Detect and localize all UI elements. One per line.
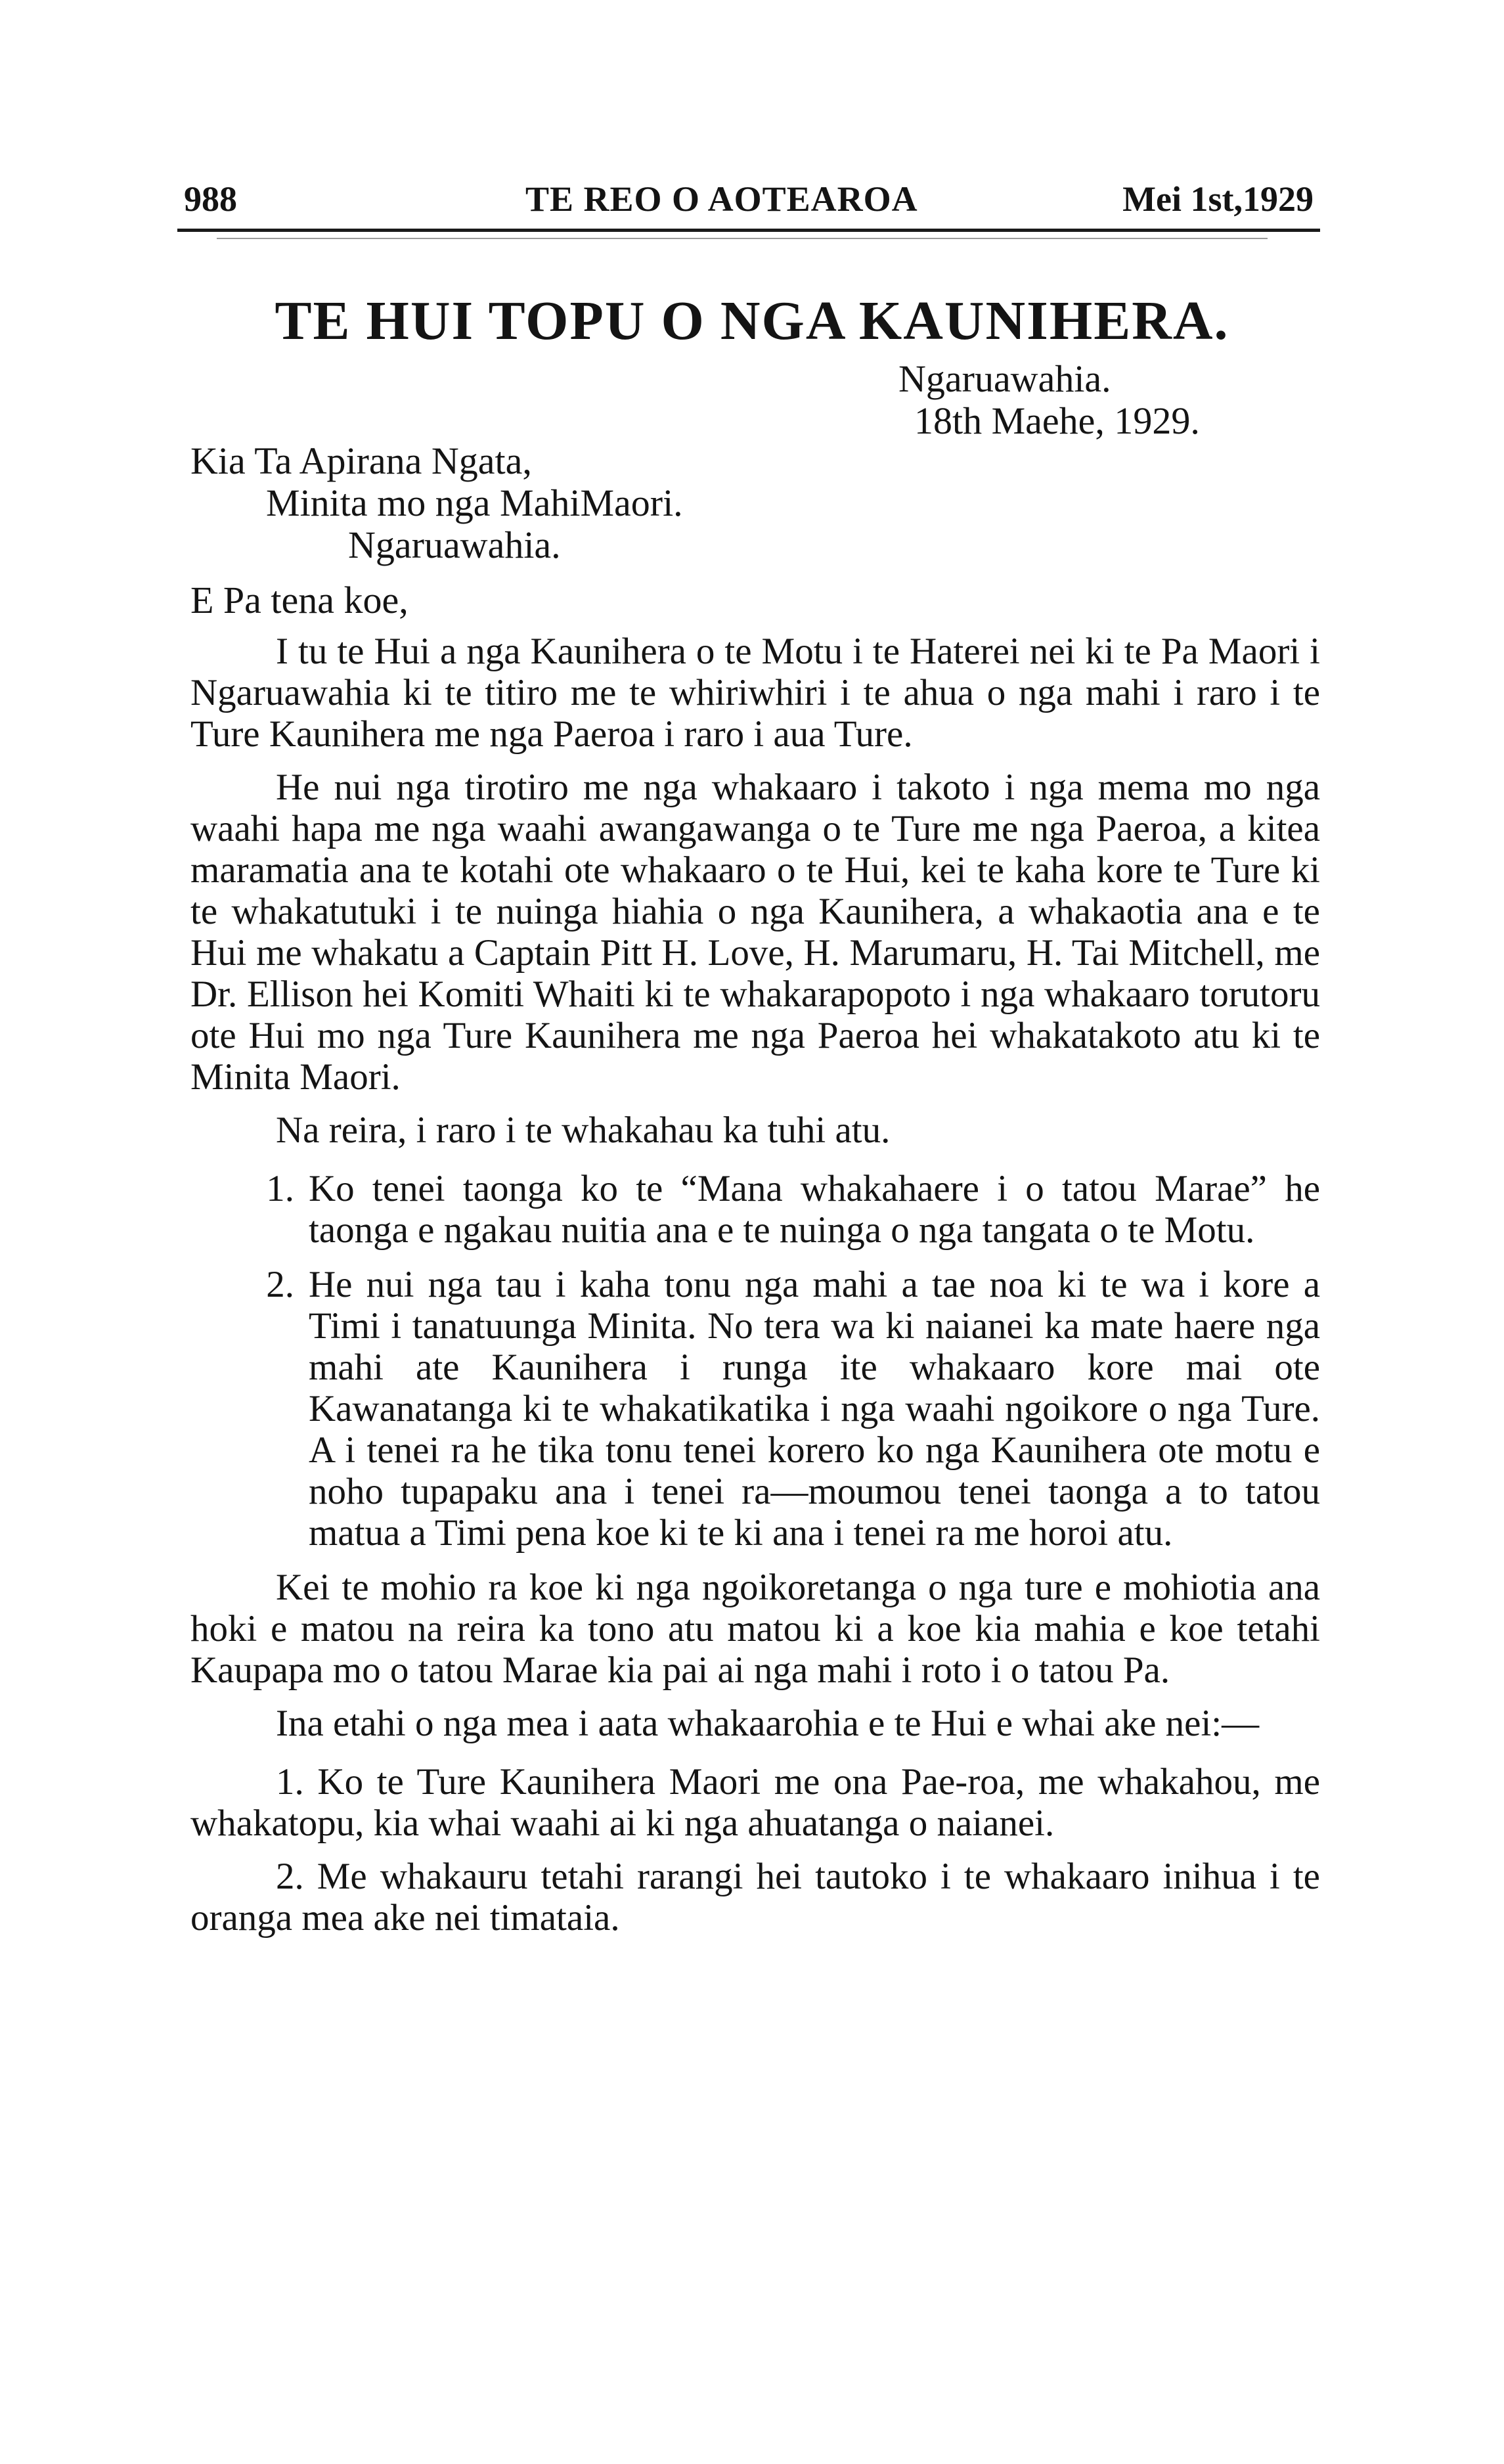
header-rule-secondary bbox=[217, 238, 1268, 239]
list-item bbox=[190, 1264, 1320, 1554]
addressee-line: Ngaruawahia. bbox=[348, 524, 561, 566]
list-item-text: Ko tenei taonga ko te “Mana whakahaere i o tatou Marae” he taonga e ngakau nuitia ana e te nuinga o nga tangata o te Motu. bbox=[309, 1168, 1320, 1251]
article-title: TE HUI TOPU O NGA KAUNIHERA. bbox=[275, 290, 1229, 351]
body-paragraph: Na reira, i raro i te whakahau ka tuhi atu. bbox=[276, 1109, 891, 1151]
list-item-number: 2. bbox=[266, 1264, 294, 1305]
list-item: 2. Me whakauru tetahi rarangi hei tautoko i te whakaaro inihua i te oranga mea ake nei timataia. bbox=[190, 1856, 1320, 1938]
page-number: 988 bbox=[184, 179, 237, 219]
addressee-line: Kia Ta Apirana Ngata, bbox=[190, 439, 532, 482]
proposal-list bbox=[190, 1761, 1320, 1938]
body-paragraph: Kei te mohio ra koe ki nga ngoikoretanga o nga ture e mohiotia ana hoki e matou na reira ka tono atu matou ki a koe kia mahia e koe tetahi Kaupapa mo o tatou Marae kia pai ai nga mahi i roto i o tatou Pa. bbox=[190, 1567, 1320, 1691]
letter-place: Ngaruawahia. bbox=[898, 357, 1111, 400]
list-item-text: He nui nga tau i kaha tonu nga mahi a tae noa ki te wa i kore a Timi i tanatuunga Minita. No tera wa ki naianei ka mate haere nga mahi ate Kaunihera i runga ite whakaaro kore mai ote Kawanatanga ki te whakatikatika i nga waahi ngoikore o nga Ture. A i tenei ra he tika tonu tenei korero ko nga Kaunihera ote motu e noho tupapaku ana i tenei ra—moumou tenei taonga a to tatou matua a Timi pena koe ki te ki ana i tenei ra me horoi atu. bbox=[309, 1264, 1320, 1554]
list-item-number: 1. bbox=[266, 1168, 294, 1209]
body-paragraph: Ina etahi o nga mea i aata whakaarohia e te Hui e whai ake nei:— bbox=[276, 1703, 1260, 1744]
letter-body bbox=[190, 631, 1320, 1950]
list-item: 1. Ko te Ture Kaunihera Maori me ona Pae-roa, me whakahou, me whakatopu, kia whai waahi ai ki nga ahuatanga o naianei. bbox=[190, 1761, 1320, 1844]
addressee-line: Minita mo nga MahiMaori. bbox=[266, 482, 683, 524]
letter-addressee bbox=[190, 440, 683, 566]
header-rule bbox=[177, 229, 1320, 232]
letter-salutation: E Pa tena koe, bbox=[190, 579, 409, 621]
body-paragraph: I tu te Hui a nga Kaunihera o te Motu i te Haterei nei ki te Pa Maori i Ngaruawahia ki te titiro me te whiriwhiri i te ahua o nga mahi i raro i te Ture Kaunihera me nga Paeroa i raro i aua Ture. bbox=[190, 631, 1320, 755]
journal-title: TE REO O AOTEAROA bbox=[525, 179, 918, 219]
issue-date: Mei 1st,1929 bbox=[1122, 179, 1314, 219]
letter-date: 18th Maehe, 1929. bbox=[914, 399, 1200, 442]
letter-place-date bbox=[898, 358, 1200, 442]
running-header bbox=[184, 179, 1314, 218]
body-paragraph: He nui nga tirotiro me nga whakaaro i takoto i nga mema mo nga waahi hapa me nga waahi awangawanga o te Ture me nga Paeroa, a kitea maramatia ana te kotahi ote whakaaro o te Hui, kei te kaha kore te Ture ki te whakatutuki i te nuinga hiahia o nga Kaunihera, a whakaotia ana e te Hui me whakatu a Captain Pitt H. Love, H. Marumaru, H. Tai Mitchell, me Dr. Ellison hei Komiti Whaiti ki te whakarapopoto i nga whakaaro torutoru ote Hui mo nga Ture Kaunihera me nga Paeroa hei whakatakoto atu ki te Minita Maori. bbox=[190, 767, 1320, 1098]
list-item bbox=[190, 1168, 1320, 1251]
